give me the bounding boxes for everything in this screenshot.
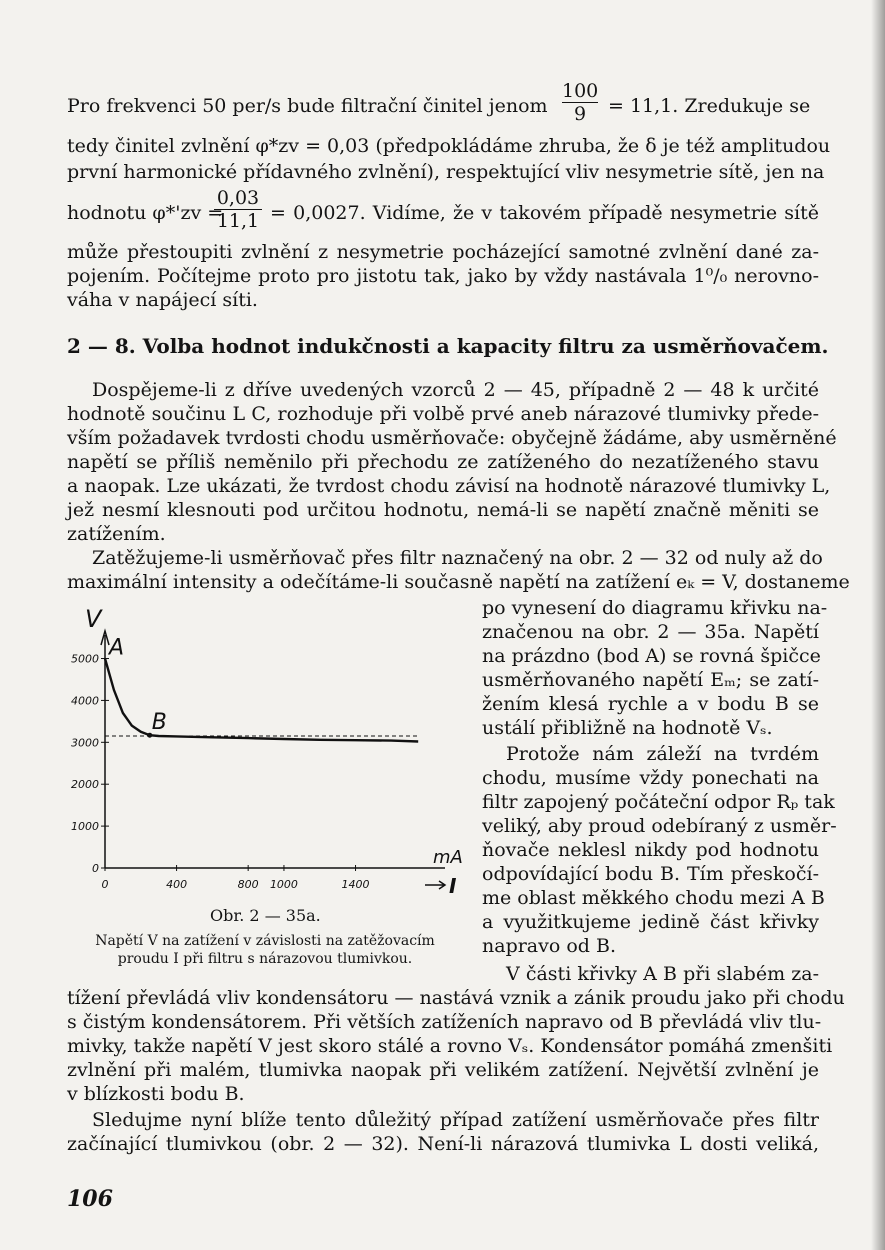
voltage-current-chart [55,605,475,905]
para3-narrow-line: značenou na obr. 2 — 35a. Napětí [482,621,819,643]
para4-line: Protože nám záleží na tvrdém [506,743,819,765]
para1-line3: první harmonické přídavného zvlnění), respektující vliv nesymetrie sítě, jen na [67,161,825,183]
para5-line: v blízkosti bodu B. [67,1083,245,1105]
fraction-0-03-over-11-1 [214,187,262,232]
x-tick-label: 400 [166,878,188,891]
y-tick-label: 3000 [71,736,99,750]
section-heading: 2 — 8. Volba hodnot indukčnosti a kapacity filtru za usměrňovačem. [67,334,829,358]
fraction-denominator: 11,1 [214,209,262,232]
para5-line: mivky, takže napětí V jest skoro stálé a rovno Vₛ. Kondensátor pomáhá zmenšiti [67,1035,833,1057]
page-edge-shadow [871,0,885,1250]
para1-line1-start: Pro frekvenci 50 per/s bude filtrační činitel jenom [67,95,548,117]
para3-narrow-line: žením klesá rychle a v bodu B se [482,693,819,715]
page-number: 106 [67,1186,113,1212]
para3-narrow-line: usměrňovaného napětí Eₘ; se zatí- [482,669,819,691]
para4-line: odpovídající bodu B. Tím přeskočí- [482,863,819,885]
para1-line4-start: hodnotu φ*'zv = [67,202,224,224]
figure-caption-line2: proudu I při filtru s nárazovou tlumivkou. [117,951,413,967]
para3-narrow-line: ustálí přibližně na hodnotě Vₛ. [482,717,773,739]
para2-line: a naopak. Lze ukázati, že tvrdost chodu závisí na hodnotě nárazové tlumivky L, [67,475,831,497]
x-axis-current-label: I [449,874,457,898]
figure-caption-line1: Napětí V na zatížení v závislosti na zatěžovacím [95,933,435,949]
point-label-b: B [151,710,167,736]
y-tick-label: 4000 [71,694,99,708]
para4-line: veliký, aby proud odebíraný z usměr- [482,815,837,837]
x-tick-label: 0 [101,878,109,891]
x-axis-unit-label: mA [433,847,463,868]
para2-line: napětí se příliš neměnilo při přechodu ze zatíženého do nezatíženého stavu [67,451,819,473]
point-label-a: A [109,635,125,661]
para6-line: začínající tlumivkou (obr. 2 — 32). Není-li nárazová tlumivka L dosti veliká, [67,1133,819,1155]
x-axis-arrow [425,881,445,889]
para5-line: V části křivky A B při slabém za- [506,963,819,985]
para5-line: s čistým kondensátorem. Při větších zatíženích napravo od B převládá vliv tlu- [67,1011,822,1033]
para1-line7: váha v napájecí síti. [67,289,258,311]
y-tick-label: 2000 [71,778,99,792]
para2-line: vším požadavek tvrdosti chodu usměrňovače: obyčejně žádáme, aby usměrněné [67,427,837,449]
para4-line: a využitkujeme jedině část křivky [482,911,819,933]
fraction-numerator: 100 [562,80,599,102]
x-tick-label: 800 [237,878,259,891]
para1-line6: pojením. Počítejme proto pro jistotu tak, jako by vždy nastávala 1⁰/₀ nerovno- [67,265,819,287]
para3-narrow-line: na prázdno (bod A) se rovná špičce [482,645,821,667]
para1-line1-end: = 11,1. Zredukuje se [608,95,811,117]
para4-line: napravo od B. [482,935,616,957]
para4-line: ňovače neklesl nikdy pod hodnotu [482,839,819,861]
para2-line: zatížením. [67,523,166,545]
para3-line: maximální intensity a odečítáme-li současně napětí na zatížení eₖ = V, dostaneme [67,571,850,593]
figure-caption-title: Obr. 2 — 35a. [210,906,321,925]
para6-line: Sledujme nyní blíže tento důležitý případ zatížení usměrňovače přes filtr [92,1109,819,1131]
y-axis-label: V [85,605,102,633]
para4-line: me oblast měkkého chodu mezi A B [482,887,825,909]
para3-narrow-line: po vynesení do diagramu křivku na- [482,597,828,619]
para1-line4-end: = 0,0027. Vidíme, že v takovém případě nesymetrie sítě [270,202,819,224]
para1-line2: tedy činitel zvlnění φ*zv = 0,03 (předpokládáme zhruba, že δ je též amplitudou [67,135,831,157]
para4-line: filtr zapojený počáteční odpor Rₚ tak [482,791,835,813]
fraction-denominator: 9 [562,102,598,125]
para3-line: Zatěžujeme-li usměrňovač přes filtr naznačený na obr. 2 — 32 od nuly až do [92,547,823,569]
para4-line: chodu, musíme vždy ponechati na [482,767,819,789]
figure-2-35a [55,605,475,905]
para5-line: tížení převládá vliv kondensátoru — nastává vznik a zánik proudu jako při chodu [67,987,845,1009]
para5-line: zvlnění při malém, tlumivka naopak při velikém zatížení. Největší zvlnění je [67,1059,819,1081]
para2-line: jež nesmí klesnouti pod určitou hodnotu, nemá-li se napětí značně měniti se [67,499,819,521]
y-tick-label: 1000 [71,820,99,834]
para2-line: hodnotě součinu L C, rozhoduje při volbě prvé aneb nárazové tlumivky přede- [67,403,819,425]
y-tick-label: 5000 [71,652,99,666]
x-tick-label: 1000 [269,878,298,891]
y-tick-label: 0 [92,862,99,875]
x-tick-label: 1400 [341,878,370,891]
para2-line: Dospějeme-li z dříve uvedených vzorců 2 — 45, případně 2 — 48 k určité [92,379,819,401]
fraction-100-over-9 [562,80,598,125]
para1-line5: může přestoupiti zvlnění z nesymetrie pocházející samotné zvlnění dané za- [67,241,819,263]
fraction-numerator: 0,03 [216,187,260,209]
